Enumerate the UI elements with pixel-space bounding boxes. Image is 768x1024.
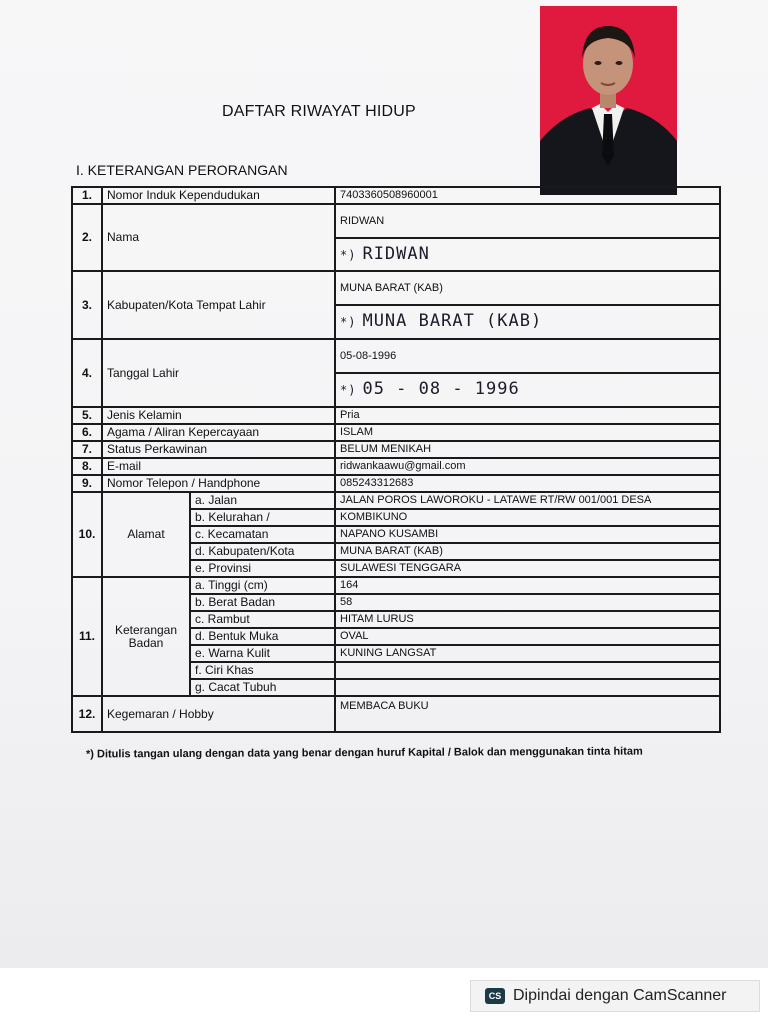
email-value: ridwankaawu@gmail.com xyxy=(335,458,720,475)
regency-value: MUNA BARAT (KAB) xyxy=(335,543,720,560)
birthdate-value: 05-08-1996 xyxy=(335,339,720,373)
face-shape-value: OVAL xyxy=(335,628,720,645)
footnote: *) Ditulis tangan ulang dengan data yang benar dengan huruf Kapital / Balok dan menggunakan tinta hitam xyxy=(85,745,643,761)
gender-value: Pria xyxy=(335,407,720,424)
handwritten-text: 05 - 08 - 1996 xyxy=(362,379,520,399)
village-value: KOMBIKUNO xyxy=(335,509,720,526)
table-row xyxy=(72,271,720,305)
row-number: 11. xyxy=(72,577,102,696)
handwritten-marker: *) xyxy=(340,315,357,329)
birthdate-handwritten xyxy=(335,373,720,407)
sub-label: g. Cacat Tubuh xyxy=(190,679,335,696)
hobby-value: MEMBACA BUKU xyxy=(335,696,720,732)
table-row xyxy=(72,577,720,594)
sub-label: a. Jalan xyxy=(190,492,335,509)
camscanner-watermark xyxy=(470,980,760,1012)
skin-color-value: KUNING LANGSAT xyxy=(335,645,720,662)
row-label-line: Badan xyxy=(128,635,164,650)
camscanner-logo-icon: CS xyxy=(485,988,505,1004)
profile-photo xyxy=(540,6,677,195)
row-label: Kabupaten/Kota Tempat Lahir xyxy=(102,271,335,339)
row-label: Kegemaran / Hobby xyxy=(102,696,335,732)
province-value: SULAWESI TENGGARA xyxy=(335,560,720,577)
name-handwritten xyxy=(335,238,720,271)
row-number: 5. xyxy=(72,407,102,424)
row-number: 9. xyxy=(72,475,102,492)
name-value: RIDWAN xyxy=(335,204,720,238)
table-row xyxy=(72,475,720,492)
table-row xyxy=(72,407,720,424)
row-label-line: Keterangan xyxy=(114,622,178,637)
row-label xyxy=(102,577,190,696)
sub-label: d. Bentuk Muka xyxy=(190,628,335,645)
row-label: Nama xyxy=(102,204,335,271)
row-label: Alamat xyxy=(102,492,190,577)
sub-label: d. Kabupaten/Kota xyxy=(190,543,335,560)
sub-label: c. Kecamatan xyxy=(190,526,335,543)
sub-label: b. Kelurahan / xyxy=(190,509,335,526)
table-row xyxy=(72,339,720,373)
sub-label: f. Ciri Khas xyxy=(190,662,335,679)
row-label: Agama / Aliran Kepercayaan xyxy=(102,424,335,441)
birthplace-handwritten xyxy=(335,305,720,339)
street-value: JALAN POROS LAWOROKU - LATAWE RT/RW 001/001 DESA xyxy=(335,492,720,509)
handwritten-text: MUNA BARAT (KAB) xyxy=(362,311,543,331)
personal-info-table xyxy=(71,186,721,733)
table-row xyxy=(72,441,720,458)
watermark-text: Dipindai dengan CamScanner xyxy=(513,987,727,1004)
row-label: E-mail xyxy=(102,458,335,475)
row-number: 3. xyxy=(72,271,102,339)
section-title: I. KETERANGAN PERORANGAN xyxy=(76,162,288,178)
weight-value: 58 xyxy=(335,594,720,611)
row-number: 4. xyxy=(72,339,102,407)
handwritten-marker: *) xyxy=(340,383,357,397)
hair-value: HITAM LURUS xyxy=(335,611,720,628)
table-row xyxy=(72,187,720,204)
district-value: NAPANO KUSAMBI xyxy=(335,526,720,543)
table-row xyxy=(72,458,720,475)
row-number: 10. xyxy=(72,492,102,577)
row-number: 7. xyxy=(72,441,102,458)
handwritten-marker: *) xyxy=(340,247,357,262)
row-label: Jenis Kelamin xyxy=(102,407,335,424)
person-photo-icon xyxy=(540,6,677,195)
sub-label: b. Berat Badan xyxy=(190,594,335,611)
marital-status-value: BELUM MENIKAH xyxy=(335,441,720,458)
height-value: 164 xyxy=(335,577,720,594)
table-row xyxy=(72,696,720,732)
disability-value xyxy=(335,679,720,696)
document-title: DAFTAR RIWAYAT HIDUP xyxy=(222,103,416,120)
birthplace-value: MUNA BARAT (KAB) xyxy=(335,271,720,305)
row-label: Nomor Telepon / Handphone xyxy=(102,475,335,492)
sub-label: a. Tinggi (cm) xyxy=(190,577,335,594)
row-number: 2. xyxy=(72,204,102,271)
table-row xyxy=(72,204,720,238)
row-number: 1. xyxy=(72,187,102,204)
phone-value: 085243312683 xyxy=(335,475,720,492)
row-label: Tanggal Lahir xyxy=(102,339,335,407)
row-number: 8. xyxy=(72,458,102,475)
sub-label: e. Warna Kulit xyxy=(190,645,335,662)
distinctive-mark-value xyxy=(335,662,720,679)
table-row xyxy=(72,492,720,509)
table-row xyxy=(72,424,720,441)
row-number: 6. xyxy=(72,424,102,441)
row-number: 12. xyxy=(72,696,102,732)
handwritten-text: RIDWAN xyxy=(362,243,430,264)
nik-value: 7403360508960001 xyxy=(335,187,720,204)
row-label: Status Perkawinan xyxy=(102,441,335,458)
sub-label: e. Provinsi xyxy=(190,560,335,577)
row-label: Nomor Induk Kependudukan xyxy=(102,187,335,204)
religion-value: ISLAM xyxy=(335,424,720,441)
sub-label: c. Rambut xyxy=(190,611,335,628)
